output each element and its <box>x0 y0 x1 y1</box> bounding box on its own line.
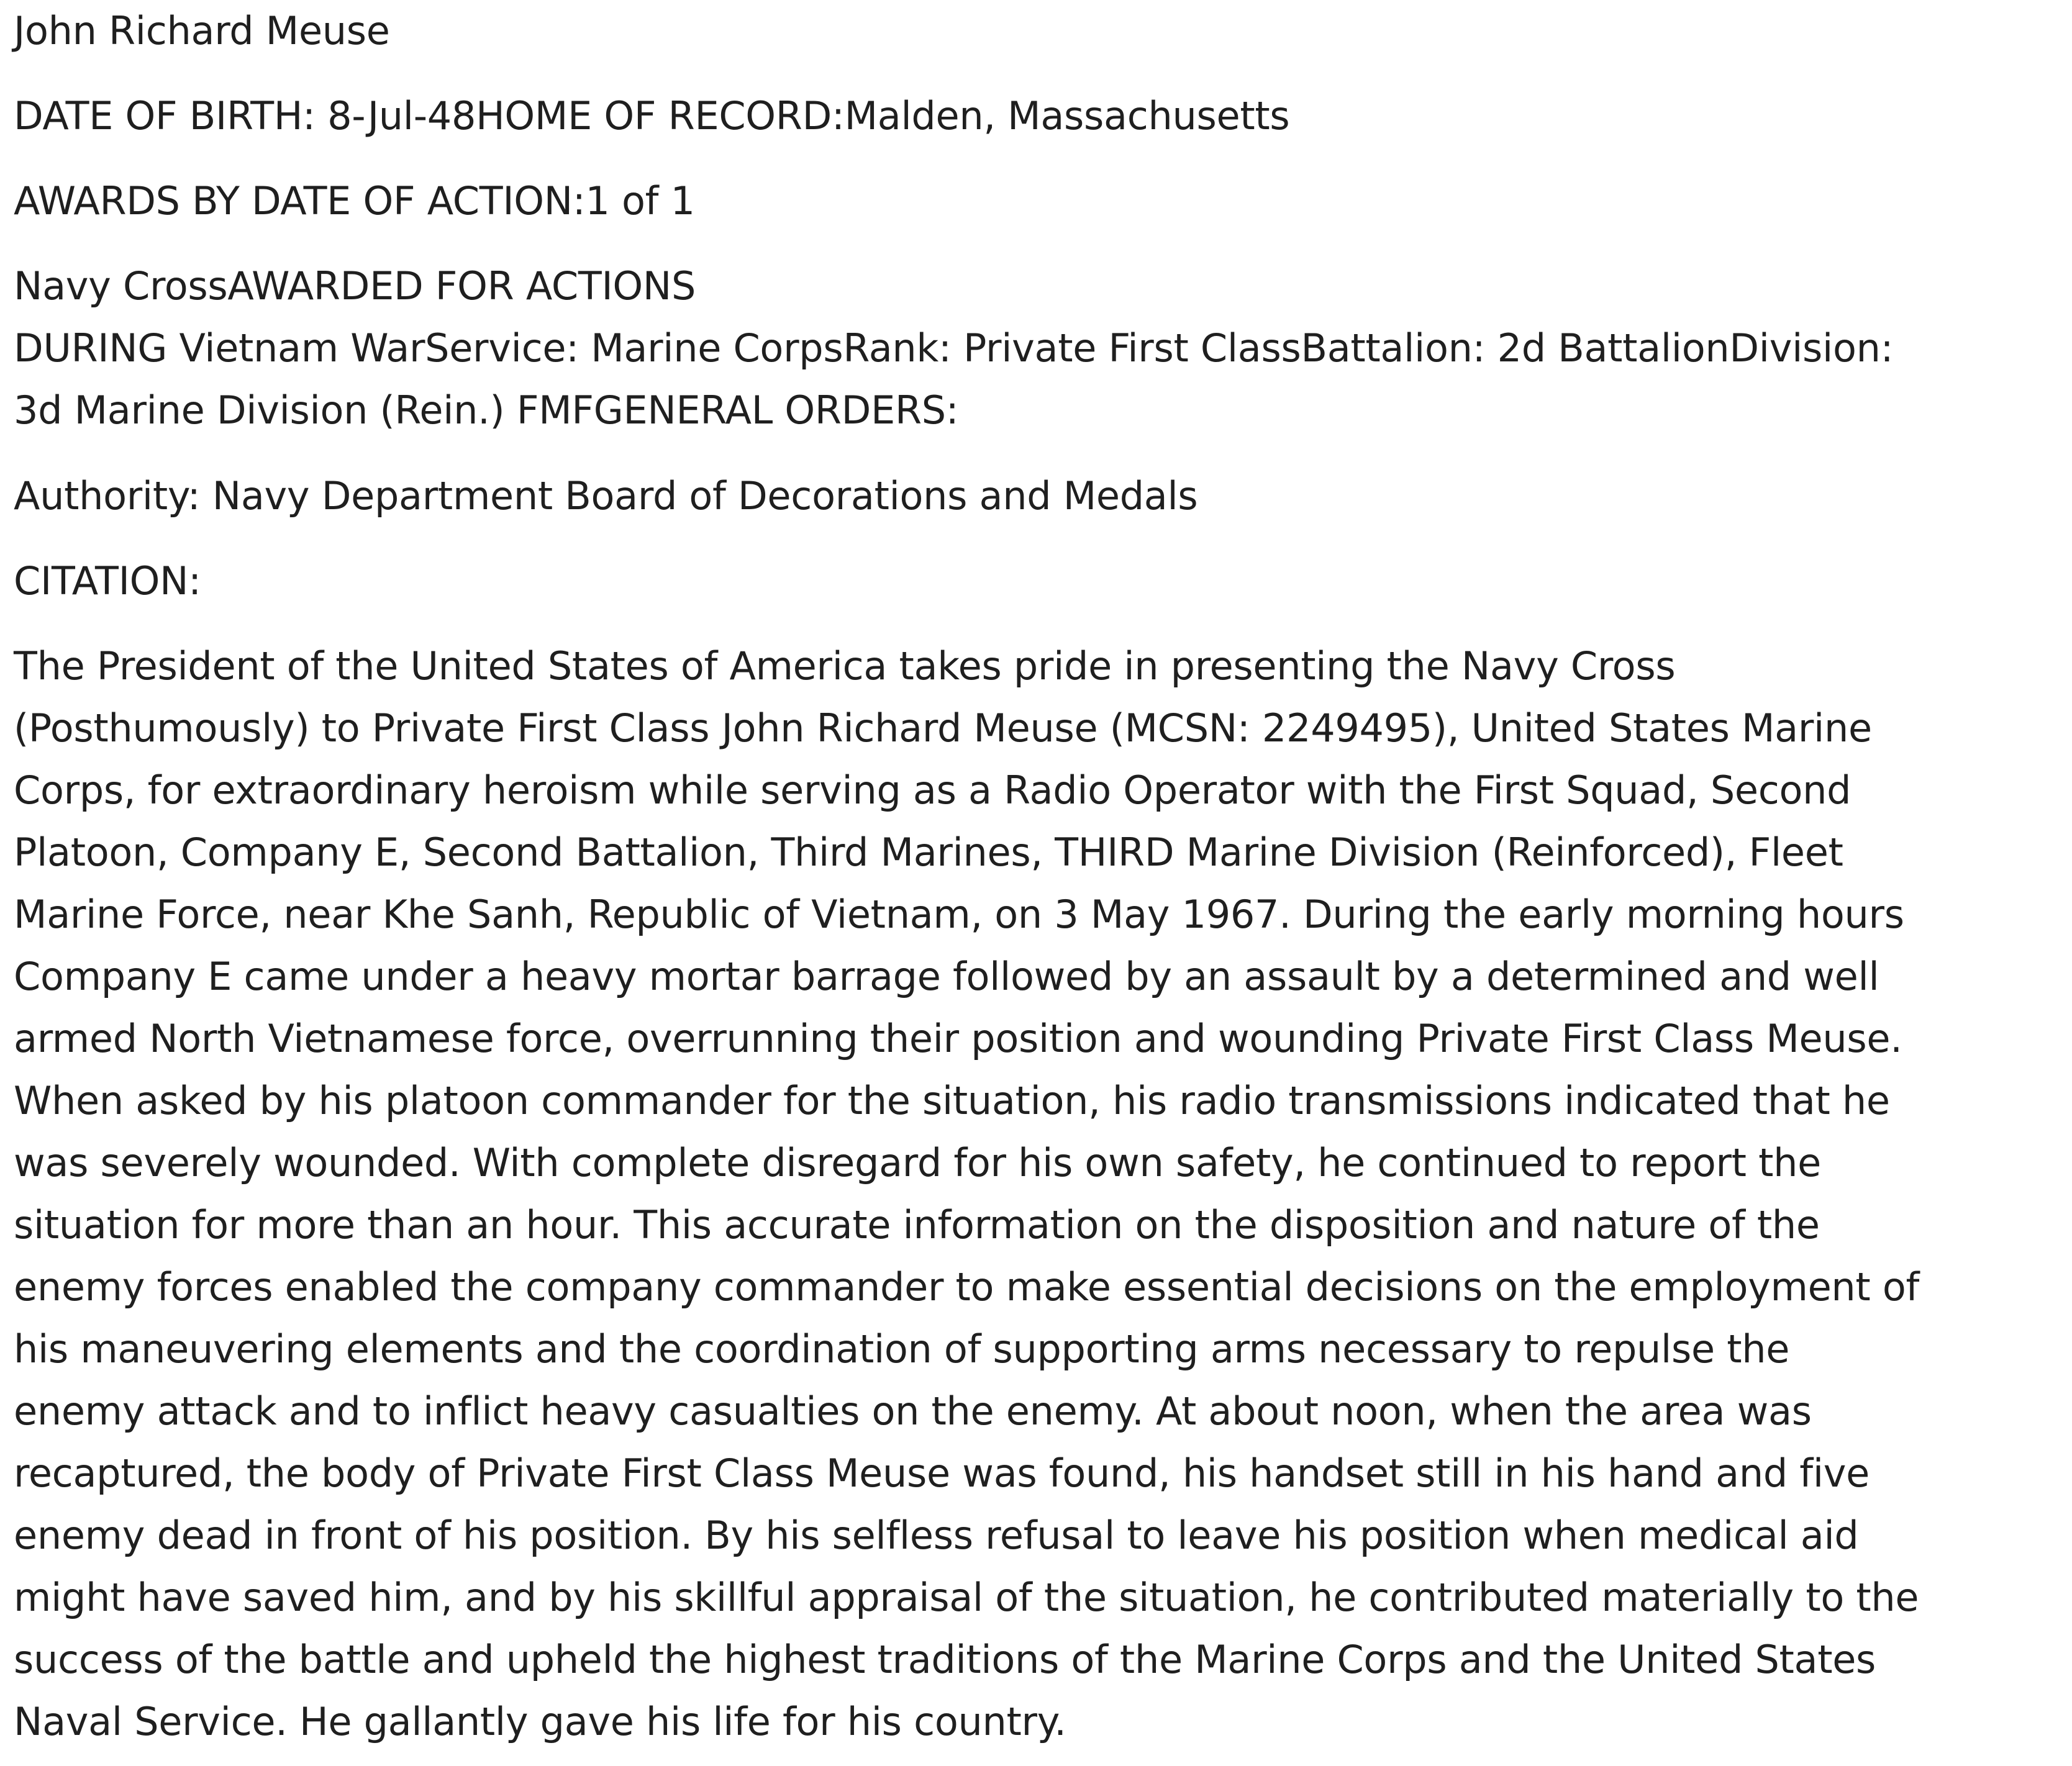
authority-line: Authority: Navy Department Board of Decorations and Medals <box>14 473 1198 518</box>
citation-line: enemy attack and to inflict heavy casualties on the enemy. At about noon, when the area was <box>14 1388 1812 1434</box>
spacer <box>14 62 2057 85</box>
citation-line: enemy forces enabled the company commander to make essential decisions on the employment of <box>14 1264 1920 1310</box>
award-details-block <box>14 255 2057 442</box>
spacer <box>14 612 2057 635</box>
spacer <box>14 442 2057 465</box>
birth-and-home-of-record: DATE OF BIRTH: 8-Jul-48HOME OF RECORD:Malden, Massachusetts <box>14 93 1290 138</box>
spacer <box>14 527 2057 550</box>
citation-heading: CITATION: <box>14 558 201 604</box>
spacer <box>14 232 2057 255</box>
citation-line: When asked by his platoon commander for the situation, his radio transmissions indicated that he <box>14 1078 1890 1123</box>
citation-line: Platoon, Company E, Second Battalion, Third Marines, THIRD Marine Division (Reinforced), Fleet <box>14 830 1843 875</box>
award-details-line: Navy CrossAWARDED FOR ACTIONS <box>14 263 696 309</box>
citation-text <box>14 635 2057 1753</box>
citation-line: armed North Vietnamese force, overrunning their position and wounding Private First Class Meuse. <box>14 1016 1902 1061</box>
citation-line: recaptured, the body of Private First Class Meuse was found, his handset still in his hand and five <box>14 1451 1870 1496</box>
citation-line: enemy dead in front of his position. By his selfless refusal to leave his position when medical aid <box>14 1513 1859 1558</box>
award-record-document <box>14 0 2057 1753</box>
citation-line: Corps, for extraordinary heroism while serving as a Radio Operator with the First Squad, Second <box>14 768 1852 813</box>
award-details-line: 3d Marine Division (Rein.) FMFGENERAL ORDERS: <box>14 387 959 433</box>
award-details-line: DURING Vietnam WarService: Marine CorpsRank: Private First ClassBattalion: 2d BattalionDivision: <box>14 325 1894 371</box>
citation-line: The President of the United States of America takes pride in presenting the Navy Cross <box>14 643 1676 689</box>
citation-line: his maneuvering elements and the coordination of supporting arms necessary to repulse the <box>14 1326 1790 1372</box>
citation-line: Company E came under a heavy mortar barrage followed by an assault by a determined and well <box>14 954 1879 999</box>
spacer <box>14 147 2057 170</box>
citation-line: might have saved him, and by his skillful appraisal of the situation, he contributed materially to the <box>14 1575 1919 1620</box>
citation-line: (Posthumously) to Private First Class John Richard Meuse (MCSN: 2249495), United States Marine <box>14 705 1872 751</box>
citation-line: success of the battle and upheld the highest traditions of the Marine Corps and the United States <box>14 1637 1876 1682</box>
citation-line: Naval Service. He gallantly gave his life for his country. <box>14 1699 1066 1744</box>
citation-line: situation for more than an hour. This accurate information on the disposition and nature of the <box>14 1202 1820 1248</box>
recipient-name: John Richard Meuse <box>14 8 390 53</box>
awards-count: AWARDS BY DATE OF ACTION:1 of 1 <box>14 178 695 224</box>
citation-line: Marine Force, near Khe Sanh, Republic of Vietnam, on 3 May 1967. During the early morning hours <box>14 892 1904 937</box>
citation-line: was severely wounded. With complete disregard for his own safety, he continued to report the <box>14 1140 1821 1185</box>
